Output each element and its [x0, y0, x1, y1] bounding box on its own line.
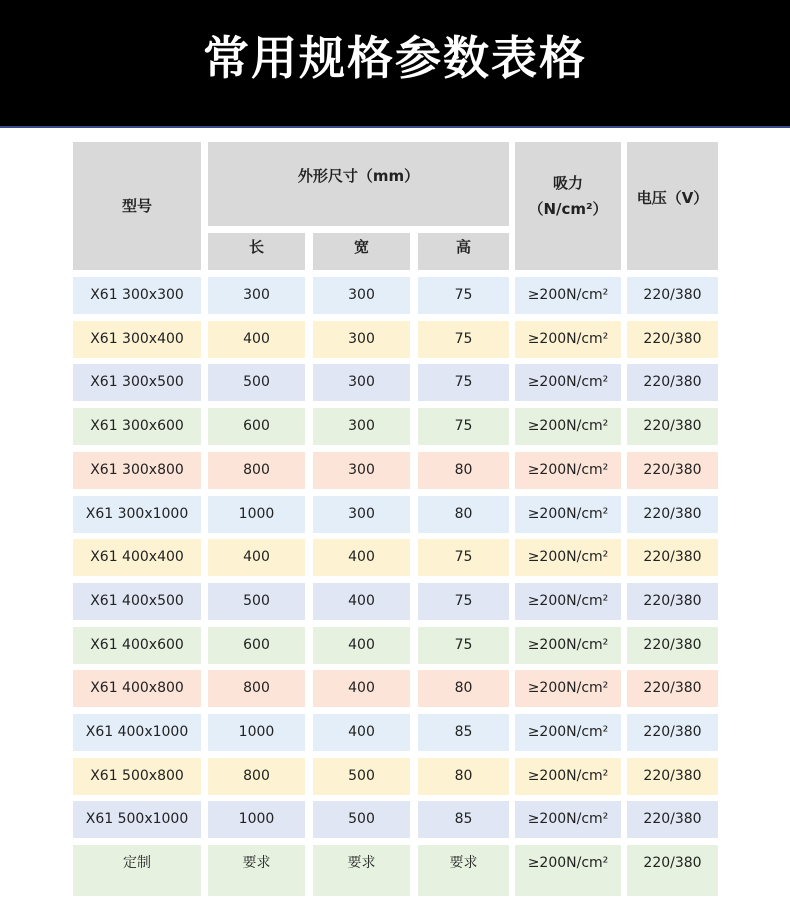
table-cell-voltage: 220/380 [627, 496, 718, 533]
table-cell-height: 80 [418, 496, 509, 533]
table-cell-width: 300 [313, 364, 410, 401]
table-cell-voltage: 220/380 [627, 408, 718, 445]
table-cell-height: 要求 [418, 845, 509, 896]
header-voltage: 电压（V） [627, 142, 718, 270]
table-cell-model: X61 300x400 [73, 321, 201, 358]
table-cell-length: 要求 [208, 845, 305, 896]
table-cell-length: 800 [208, 670, 305, 707]
table-cell-width: 500 [313, 758, 410, 795]
table-cell-suction: ≥200N/cm² [515, 321, 621, 358]
table-cell-voltage: 220/380 [627, 627, 718, 664]
table-cell-width: 300 [313, 408, 410, 445]
table-cell-suction: ≥200N/cm² [515, 801, 621, 838]
table-cell-model: X61 400x500 [73, 583, 201, 620]
table-cell-width: 要求 [313, 845, 410, 896]
table-cell-width: 400 [313, 583, 410, 620]
banner-divider [0, 126, 790, 128]
table-cell-length: 600 [208, 627, 305, 664]
table-cell-suction: ≥200N/cm² [515, 364, 621, 401]
table-cell-model: X61 300x800 [73, 452, 201, 489]
table-cell-voltage: 220/380 [627, 277, 718, 314]
table-cell-suction: ≥200N/cm² [515, 539, 621, 576]
table-cell-width: 400 [313, 539, 410, 576]
table-cell-model: X61 300x500 [73, 364, 201, 401]
table-cell-length: 400 [208, 321, 305, 358]
table-cell-voltage: 220/380 [627, 714, 718, 751]
table-cell-length: 300 [208, 277, 305, 314]
table-cell-model: 定制 [73, 845, 201, 896]
table-cell-height: 85 [418, 801, 509, 838]
table-cell-height: 75 [418, 408, 509, 445]
header-width: 宽 [313, 233, 410, 270]
table-cell-width: 400 [313, 714, 410, 751]
table-cell-voltage: 220/380 [627, 758, 718, 795]
table-cell-suction: ≥200N/cm² [515, 496, 621, 533]
header-length: 长 [208, 233, 305, 270]
table-cell-height: 75 [418, 627, 509, 664]
table-cell-length: 400 [208, 539, 305, 576]
table-cell-model: X61 400x1000 [73, 714, 201, 751]
table-cell-model: X61 400x400 [73, 539, 201, 576]
table-cell-model: X61 400x800 [73, 670, 201, 707]
table-cell-voltage: 220/380 [627, 583, 718, 620]
table-cell-suction: ≥200N/cm² [515, 408, 621, 445]
page-title: 常用规格参数表格 [203, 31, 587, 85]
table-cell-model: X61 500x800 [73, 758, 201, 795]
table-cell-length: 500 [208, 583, 305, 620]
table-cell-length: 800 [208, 758, 305, 795]
table-cell-voltage: 220/380 [627, 321, 718, 358]
table-cell-height: 80 [418, 452, 509, 489]
header-banner [0, 0, 790, 126]
header-suction-label: 吸力 [552, 174, 583, 192]
table-cell-height: 75 [418, 364, 509, 401]
table-cell-length: 1000 [208, 496, 305, 533]
table-cell-voltage: 220/380 [627, 539, 718, 576]
table-cell-model: X61 500x1000 [73, 801, 201, 838]
table-cell-length: 800 [208, 452, 305, 489]
header-suction [515, 142, 621, 270]
table-cell-suction: ≥200N/cm² [515, 583, 621, 620]
table-cell-width: 300 [313, 321, 410, 358]
table-cell-width: 300 [313, 496, 410, 533]
header-height: 高 [418, 233, 509, 270]
table-cell-length: 1000 [208, 714, 305, 751]
table-cell-suction: ≥200N/cm² [515, 714, 621, 751]
table-cell-height: 85 [418, 714, 509, 751]
table-cell-model: X61 300x1000 [73, 496, 201, 533]
table-cell-voltage: 220/380 [627, 670, 718, 707]
table-cell-voltage: 220/380 [627, 801, 718, 838]
table-cell-suction: ≥200N/cm² [515, 452, 621, 489]
table-cell-model: X61 300x600 [73, 408, 201, 445]
table-cell-voltage: 220/380 [627, 452, 718, 489]
table-cell-height: 80 [418, 670, 509, 707]
table-cell-voltage: 220/380 [627, 364, 718, 401]
table-cell-height: 75 [418, 277, 509, 314]
table-cell-model: X61 300x300 [73, 277, 201, 314]
table-cell-height: 75 [418, 321, 509, 358]
table-cell-width: 400 [313, 627, 410, 664]
header-suction-unit: （N/cm²） [528, 200, 608, 218]
table-cell-length: 500 [208, 364, 305, 401]
table-cell-suction: ≥200N/cm² [515, 670, 621, 707]
table-cell-length: 1000 [208, 801, 305, 838]
table-cell-length: 600 [208, 408, 305, 445]
table-cell-height: 80 [418, 758, 509, 795]
table-cell-width: 400 [313, 670, 410, 707]
table-cell-suction: ≥200N/cm² [515, 627, 621, 664]
table-cell-suction: ≥200N/cm² [515, 758, 621, 795]
table-cell-width: 500 [313, 801, 410, 838]
table-cell-suction: ≥200N/cm² [515, 277, 621, 314]
table-cell-suction: ≥200N/cm² [515, 845, 621, 896]
table-cell-height: 75 [418, 539, 509, 576]
table-cell-height: 75 [418, 583, 509, 620]
table-cell-voltage: 220/380 [627, 845, 718, 896]
table-cell-model: X61 400x600 [73, 627, 201, 664]
header-dimensions: 外形尺寸（mm） [208, 142, 509, 226]
header-model: 型号 [73, 142, 201, 270]
table-cell-width: 300 [313, 277, 410, 314]
table-cell-width: 300 [313, 452, 410, 489]
